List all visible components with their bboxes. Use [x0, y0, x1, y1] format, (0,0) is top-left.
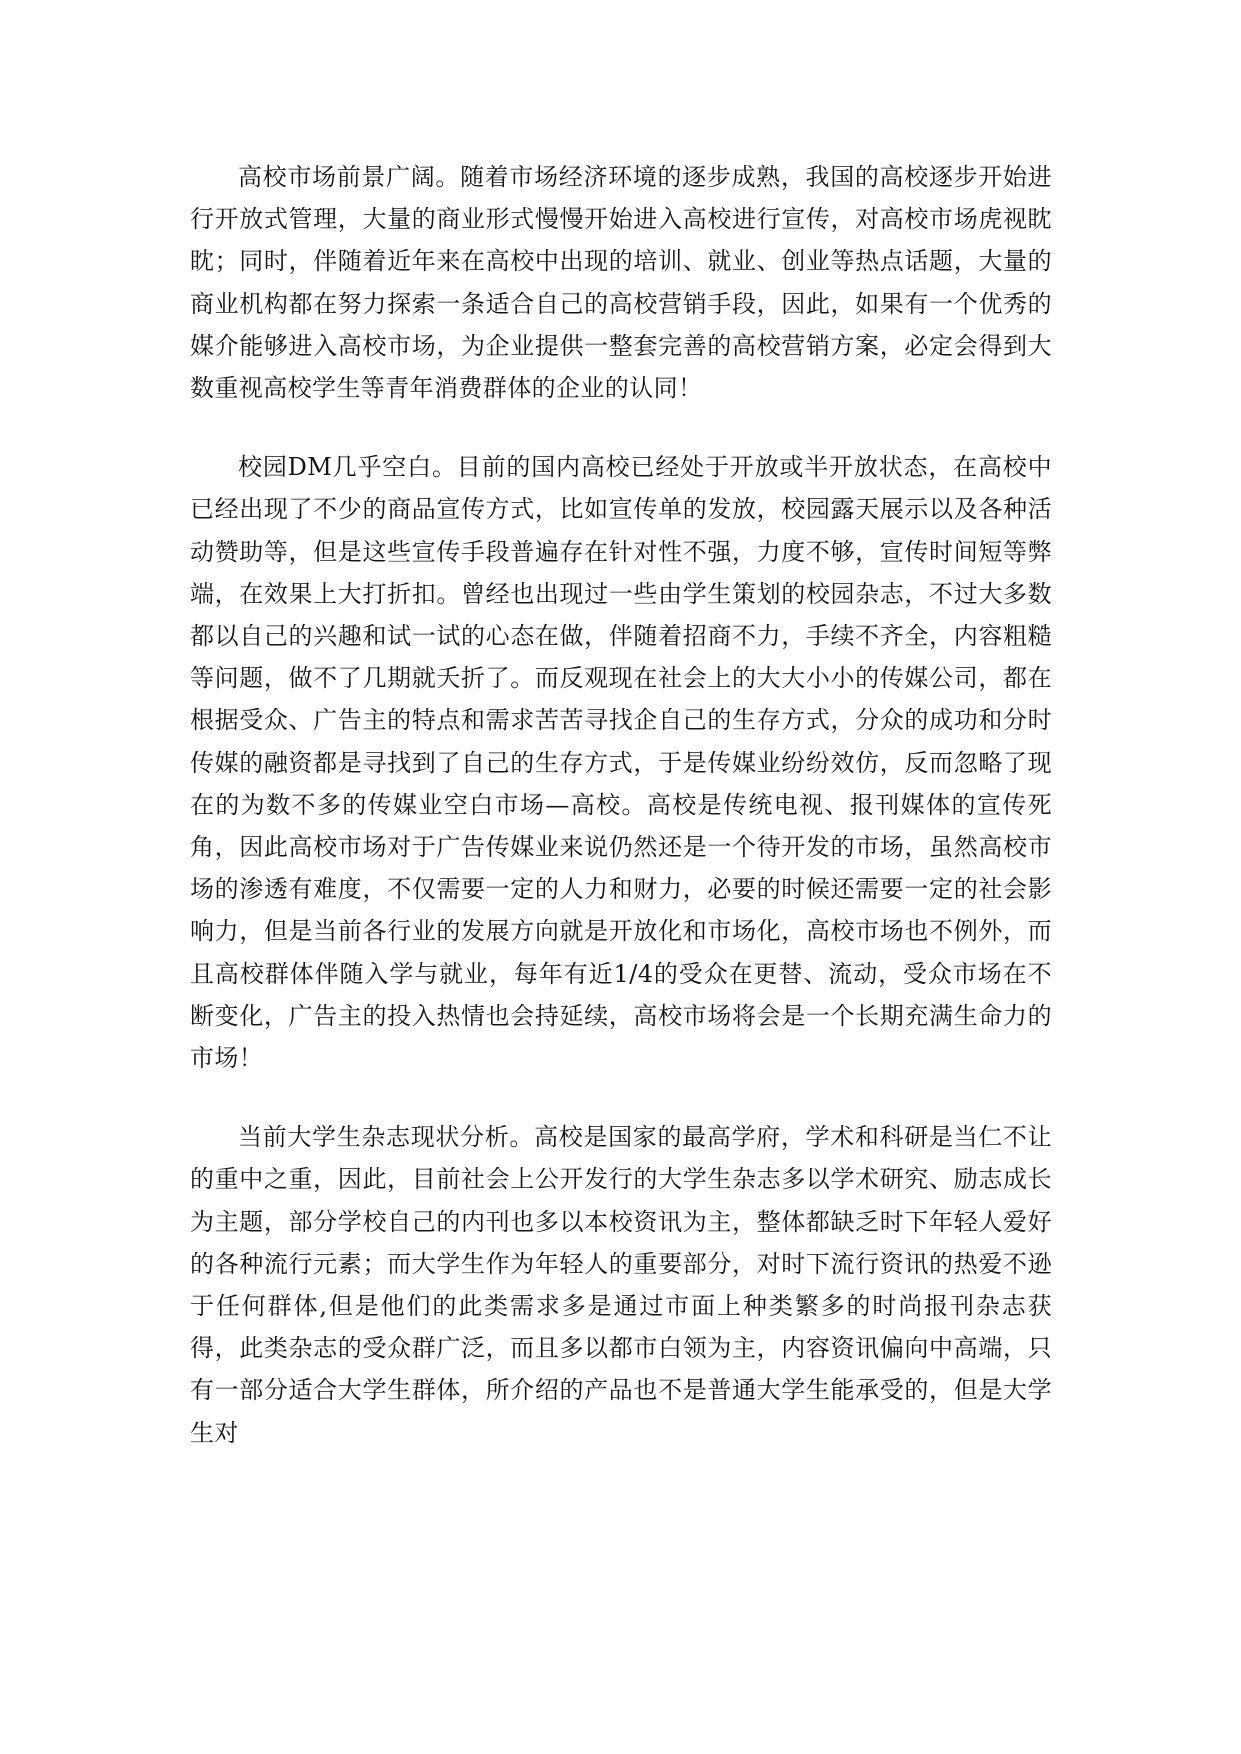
paragraph-campus-dm: 校园DM几乎空白。目前的国内高校已经处于开放或半开放状态，在高校中已经出现了不少的商品宣传方式，比如宣传单的发放，校园露天展示以及各种活动赞助等，但是这些宣传手段普遍存在针对性不强，力度不够，宣传时间短等弊端，在效果上大打折扣。曾经也出现过一些由学生策划的校园杂志，不过大多数都以自己的兴趣和试一试的心态在做，伴随着招商不力，手续不齐全，内容粗糙等问题，做不了几期就夭折了。而反观现在社会上的大大小小的传媒公司，都在根据受众、广告主的特点和需求苦苦寻找企自己的生存方式，分众的成功和分时传媒的融资都是寻找到了自己的生存方式，于是传媒业纷纷效仿，反而忽略了现在的为数不多的传媒业空白市场—高校。高校是传统电视、报刊媒体的宣传死角，因此高校市场对于广告传媒业来说仍然还是一个待开发的市场，虽然高校市场的渗透有难度，不仅需要一定的人力和财力，必要的时候还需要一定的社会影响力，但是当前各行业的发展方向就是开放化和市场化，高校市场也不例外，而且高校群体伴随入学与就业，每年有近1/4的受众在更替、流动，受众市场在不断变化，广告主的投入热情也会持延续，高校市场将会是一个长期充满生命力的市场！ [190, 453, 1052, 1073]
document-body [190, 156, 1052, 1454]
paragraph-magazine-analysis: 当前大学生杂志现状分析。高校是国家的最高学府，学术和科研是当仁不让的重中之重，因此，目前社会上公开发行的大学生杂志多以学术研究、励志成长为主题，部分学校自己的内刊也多以本校资讯为主，整体都缺乏时下年轻人爱好的各种流行元素；而大学生作为年轻人的重要部分，对时下流行资讯的热爱不逊于任何群体,但是他们的此类需求多是通过市面上种类繁多的时尚报刊杂志获得，此类杂志的受众群广泛，而且多以都市白领为主，内容资讯偏向中高端，只有一部分适合大学生群体，所介绍的产品也不是普通大学生能承受的，但是大学生对 [190, 1123, 1052, 1447]
paragraph-market-outlook: 高校市场前景广阔。随着市场经济环境的逐步成熟，我国的高校逐步开始进行开放式管理，大量的商业形式慢慢开始进入高校进行宣传，对高校市场虎视眈眈；同时，伴随着近年来在高校中出现的培训、就业、创业等热点话题，大量的商业机构都在努力探索一条适合自己的高校营销手段，因此，如果有一个优秀的媒介能够进入高校市场，为企业提供一整套完善的高校营销方案，必定会得到大数重视高校学生等青年消费群体的企业的认同！ [190, 163, 1052, 403]
